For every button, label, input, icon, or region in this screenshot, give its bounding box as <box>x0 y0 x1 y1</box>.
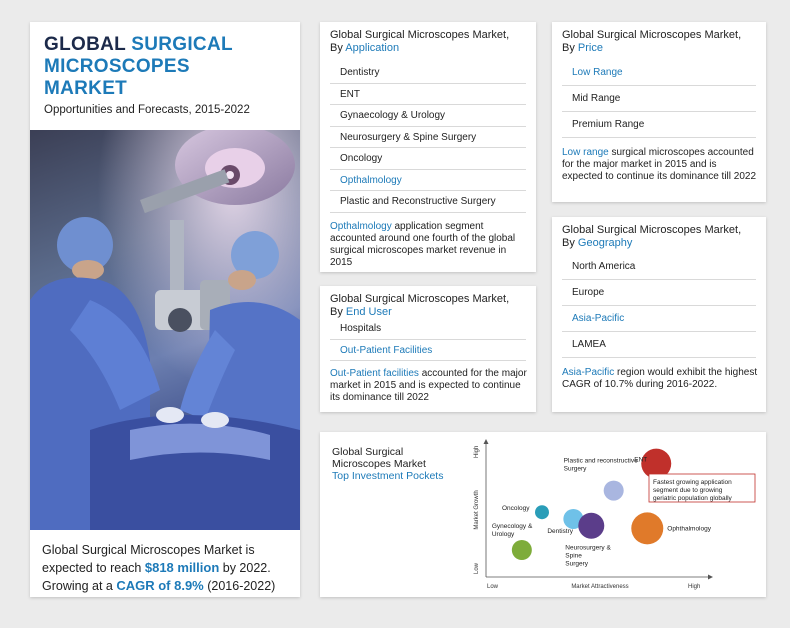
surgery-photo-illustration <box>30 130 300 530</box>
end-user-note <box>330 368 528 404</box>
end-user-card-title <box>330 293 509 319</box>
application-list-item: Dentistry <box>330 62 526 84</box>
geography-list <box>562 254 756 358</box>
end-user-by-value: End User <box>345 306 392 318</box>
price-note-highlight: Low range <box>562 147 609 158</box>
geography-by-value: Geography <box>577 237 633 249</box>
y-low-label: Low <box>474 562 480 574</box>
infographic-title-card <box>30 22 300 597</box>
title-word-global: GLOBAL <box>44 34 132 55</box>
investment-pockets-card <box>320 432 766 597</box>
price-by-label: By <box>562 42 578 54</box>
bubble-point <box>631 512 663 544</box>
title-word-surgical: SURGICAL <box>131 34 233 55</box>
application-list-item: ENT <box>330 84 526 106</box>
surgery-photo <box>30 130 300 530</box>
end-user-note-text: accounted for the major market in 2015 and is expected to continue its dominance till 2022 <box>330 368 527 403</box>
geography-title-line: Global Surgical Microscopes Market, <box>562 224 742 236</box>
investment-pockets-chart <box>460 432 766 597</box>
subtitle: Opportunities and Forecasts, 2015-2022 <box>44 104 250 116</box>
bubble-point <box>512 540 532 560</box>
end-user-card <box>320 286 536 412</box>
price-list-item: Mid Range <box>562 86 756 112</box>
application-title-line: Global Surgical Microscopes Market, <box>330 29 510 41</box>
price-list-item: Premium Range <box>562 112 756 138</box>
cagr-suffix: (2016-2022) <box>203 579 276 593</box>
bubble-label: ENT <box>634 456 648 464</box>
investment-pockets-title <box>332 446 443 482</box>
market-size-value: $818 million <box>144 560 220 575</box>
y-high-label: High <box>474 445 480 458</box>
application-note-highlight: Opthalmology <box>330 221 392 232</box>
application-note-text: application segment accounted around one fourth of the global surgical microscopes market revenue in 2015 <box>330 221 516 268</box>
x-low-label: Low <box>487 584 499 590</box>
cagr-prefix: Growing at a <box>42 579 117 593</box>
application-list-item: Gynaecology & Urology <box>330 105 526 127</box>
bubble-label: Dentistry <box>547 527 574 535</box>
price-note-text: surgical microscopes accounted for the major market in 2015 and is expected to continue its dominance till 2022 <box>562 147 757 182</box>
bubble-label: Neurosurgery & Spine Surgery <box>565 544 611 568</box>
y-axis-arrow-icon <box>484 439 489 444</box>
bubble-label: Plastic and reconstructive Surgery <box>563 457 638 473</box>
application-list-item: Opthalmology <box>330 170 526 192</box>
enduser-list-item: Out-Patient Facilities <box>330 340 526 362</box>
application-list-item: Neurosurgery & Spine Surgery <box>330 127 526 149</box>
price-card-title <box>562 29 741 55</box>
cagr-statement <box>42 578 275 593</box>
market-size-statement <box>42 542 297 577</box>
application-by-value: Application <box>345 42 400 54</box>
annotation-line1: Fastest growing application <box>653 479 732 486</box>
pockets-title-line3: Top Investment Pockets <box>332 470 444 482</box>
cagr-value: CAGR of 8.9% <box>116 578 204 593</box>
geography-list-item: North America <box>562 254 756 280</box>
geography-list-item: LAMEA <box>562 332 756 358</box>
geography-note <box>562 367 758 391</box>
application-note <box>330 221 528 269</box>
y-axis-title: Market Growth <box>474 490 480 530</box>
annotation-line2: segment due to growing <box>653 487 723 494</box>
bubble-label: Ophthalmology <box>667 525 712 533</box>
x-high-label: High <box>688 584 701 590</box>
application-by-label: By <box>330 42 346 54</box>
bubble-label: Oncology <box>502 505 530 513</box>
application-card <box>320 22 536 272</box>
enduser-list-item: Hospitals <box>330 318 526 340</box>
main-title <box>44 34 233 100</box>
bubble-point <box>604 481 624 501</box>
pockets-title-line2: Microscopes Market <box>332 458 426 470</box>
geography-list-item: Asia-Pacific <box>562 306 756 332</box>
end-user-title-line: Global Surgical Microscopes Market, <box>330 293 510 305</box>
price-list-item: Low Range <box>562 60 756 86</box>
annotation-line3: geriatric population globally <box>653 495 732 502</box>
application-card-title <box>330 29 509 55</box>
application-list <box>330 62 526 213</box>
bubble-point <box>535 505 549 519</box>
application-list-item: Oncology <box>330 148 526 170</box>
geography-note-highlight: Asia-Pacific <box>562 367 615 378</box>
geography-card <box>552 217 766 412</box>
end-user-list <box>330 318 526 361</box>
market-size-suffix: by 2022. <box>219 561 271 575</box>
market-size-text: Global Surgical Microscopes Market is expected to reach <box>42 543 255 575</box>
price-list <box>562 60 756 138</box>
bubble-point <box>578 513 604 539</box>
geography-by-label: By <box>562 237 578 249</box>
bubble-label: Gynecology & Urology <box>491 523 533 538</box>
title-line-microscopes: MICROSCOPES <box>44 56 190 77</box>
x-axis-title: Market Attractiveness <box>571 584 629 590</box>
pockets-title-line1: Global Surgical <box>332 446 404 458</box>
geography-note-text: region would exhibit the highest CAGR of 10.7% during 2016-2022. <box>562 367 758 390</box>
end-user-note-highlight: Out-Patient facilities <box>330 368 419 379</box>
price-note <box>562 147 758 183</box>
price-title-line: Global Surgical Microscopes Market, <box>562 29 742 41</box>
title-line-market: MARKET <box>44 78 128 99</box>
geography-list-item: Europe <box>562 280 756 306</box>
geography-card-title <box>562 224 741 250</box>
x-axis-arrow-icon <box>708 575 713 580</box>
ent-annotation <box>649 474 755 502</box>
price-by-value: Price <box>577 42 603 54</box>
end-user-by-label: By <box>330 306 346 318</box>
price-card <box>552 22 766 202</box>
application-list-item: Plastic and Reconstructive Surgery <box>330 191 526 213</box>
chart-marks <box>492 449 712 568</box>
